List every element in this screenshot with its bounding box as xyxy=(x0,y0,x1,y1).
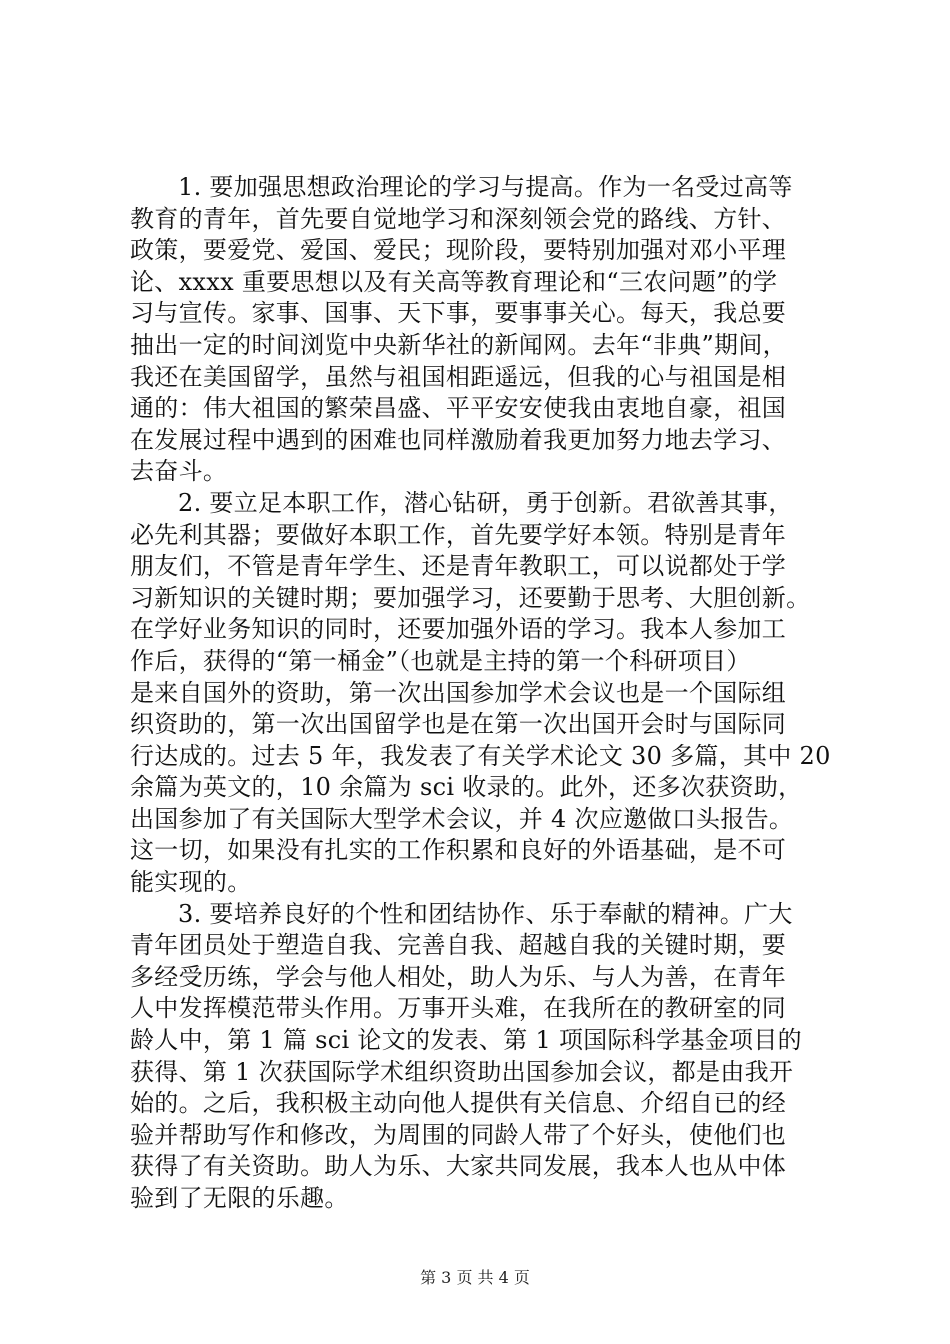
paragraph-1-line: 在发展过程中遇到的困难也同样激励着我更加努力地去学习、 xyxy=(130,425,787,454)
paragraph-1-line: 习与宣传。家事、国事、天下事，要事事关心。每天，我总要 xyxy=(130,299,787,328)
paragraph-1-line: 通的：伟大祖国的繁荣昌盛、平平安安使我由衷地自豪，祖国 xyxy=(130,394,787,423)
paragraph-2-line: 织资助的，第一次出国留学也是在第一次出国开会时与国际同 xyxy=(130,710,787,739)
paragraph-2-line: 朋友们，不管是青年学生、还是青年教职工，可以说都处于学 xyxy=(130,552,787,581)
paragraph-3-line: 获得了有关资助。助人为乐、大家共同发展，我本人也从中体 xyxy=(130,1152,787,1181)
paragraph-3-line: 获得、第 1 次获国际学术组织资助出国参加会议，都是由我开 xyxy=(130,1057,794,1086)
paragraph-1-line: 我还在美国留学，虽然与祖国相距遥远，但我的心与祖国是相 xyxy=(130,362,787,391)
paragraph-3-line: 青年团员处于塑造自我、完善自我、超越自我的关键时期，要 xyxy=(130,931,787,960)
paragraph-2-line: 能实现的。 xyxy=(130,868,252,897)
paragraph-3-line: 3. 要培养良好的个性和团结协作、乐于奉献的精神。广大 xyxy=(178,899,793,928)
paragraph-1-line: 论、xxxx 重要思想以及有关高等教育理论和“三农问题”的学 xyxy=(130,267,778,296)
paragraph-2-line: 2. 要立足本职工作，潜心钻研，勇于创新。君欲善其事， xyxy=(178,488,793,517)
paragraph-3-line: 龄人中，第 1 篇 sci 论文的发表、第 1 项国际科学基金项目的 xyxy=(130,1026,802,1055)
paragraph-1-line: 1. 要加强思想政治理论的学习与提高。作为一名受过高等 xyxy=(178,173,793,201)
paragraph-2-line: 必先利其器；要做好本职工作，首先要学好本领。特别是青年 xyxy=(130,520,787,549)
paragraph-1-line: 抽出一定的时间浏览中央新华社的新闻网。去年“非典”期间， xyxy=(130,330,787,359)
paragraph-1-line: 教育的青年，首先要自觉地学习和深刻领会党的路线、方针、 xyxy=(130,204,787,233)
document-body xyxy=(130,172,830,1215)
paragraph-2-line: 作后，获得的“第一桶金”（也就是主持的第一个科研项目） xyxy=(130,646,751,675)
page-footer: 第 3 页 共 4 页 xyxy=(420,1268,530,1287)
paragraph-3-line: 始的。之后，我积极主动向他人提供有关信息、介绍自已的经 xyxy=(130,1089,787,1118)
paragraph-3-line: 多经受历练，学会与他人相处，助人为乐、与人为善，在青年 xyxy=(130,962,787,991)
paragraph-3-line: 验到了无限的乐趣。 xyxy=(130,1184,349,1212)
paragraph-2-line: 在学好业务知识的同时，还要加强外语的学习。我本人参加工 xyxy=(130,615,787,644)
paragraph-2-line: 出国参加了有关国际大型学术会议，并 4 次应邀做口头报告。 xyxy=(130,804,794,833)
paragraph-2-line: 习新知识的关键时期；要加强学习，还要勤于思考、大胆创新。 xyxy=(130,583,811,612)
paragraph-3-line: 验并帮助写作和修改，为周围的同龄人带了个好头，使他们也 xyxy=(130,1120,787,1149)
paragraph-2-line: 行达成的。过去 5 年，我发表了有关学术论文 30 多篇，其中 20 xyxy=(130,741,831,770)
paragraph-3-line: 人中发挥模范带头作用。万事开头难，在我所在的教研室的同 xyxy=(130,994,787,1023)
paragraph-1-line: 去奋斗。 xyxy=(130,457,228,486)
paragraph-2-line: 这一切，如果没有扎实的工作积累和良好的外语基础，是不可 xyxy=(130,836,787,865)
paragraph-2-line: 是来自国外的资助，第一次出国参加学术会议也是一个国际组 xyxy=(130,678,787,707)
paragraph-2-line: 余篇为英文的，10 余篇为 sci 收录的。此外，还多次获资助， xyxy=(130,773,803,802)
paragraph-1-line: 政策，要爱党、爱国、爱民；现阶段，要特别加强对邓小平理 xyxy=(130,236,787,265)
